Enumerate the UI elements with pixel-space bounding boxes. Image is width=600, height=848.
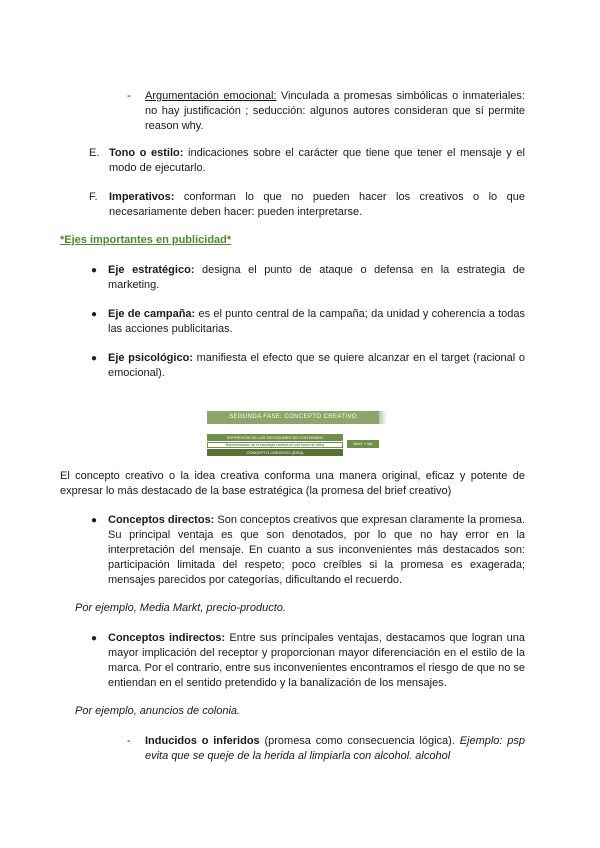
list-item-imperativos <box>89 190 525 220</box>
bullet-marker: ● <box>91 515 98 526</box>
diagram-phase-title: SEGUNDA FASE: CONCEPTO CREATIVO <box>207 411 379 424</box>
example-media-markt: Por ejemplo, Media Markt, precio-producto. <box>75 602 286 614</box>
list-letter-e: E. <box>89 147 100 159</box>
bullet-marker: ● <box>91 265 98 276</box>
conceptos-directos-text: Son conceptos creativos que expresan claramente la promesa. Su principal ventaja es que son denotados, por lo que no hay error en la interpretación del mensaje. En cuanto a sus inconvenientes más destacados son: participación limitada del respeto; poco creíbles si la promesa es exagerada; mensajes parecidos por categorías, dificultando el recuerdo. <box>108 514 525 586</box>
conceptos-indirectos-text: Entre sus principales ventajas, destacamos que logran una mayor implicación del receptor y proporcionan mayor diferenciación en el estilo de la marca. Por el contrario, entre sus inconvenientes encontramos el riesgo de que no se entiendan en el sentido pretendido y la banalización de los mensajes. <box>108 632 526 689</box>
conceptos-indirectos-term: Conceptos indirectos: <box>108 632 226 644</box>
dash-marker: - <box>127 90 131 102</box>
imperativos-text: conforman lo que no pueden hacer los creativos o lo que necesariamente deben hacer: pueden interpretarse. <box>109 191 525 218</box>
inducidos-example: Ejemplo: psp evita que se queje de la herida al limpiarla con alcohol. alcohol <box>145 735 526 762</box>
list-item-eje-campana <box>91 307 525 337</box>
eje-campana-text: es el punto central de la campaña; da unidad y coherencia a todas las acciones publicitarias. <box>108 308 525 335</box>
argumentacion-term: Argumentación emocional: <box>145 90 277 102</box>
tono-term: Tono o estilo: <box>109 147 184 159</box>
concepto-creativo-diagram <box>207 411 379 461</box>
bullet-marker: ● <box>91 353 98 364</box>
diagram-row-concepto: CONCEPTO CREATIVO (IDEA) <box>207 449 343 456</box>
diagram-row-expresion: EXPRESIÓN DE LAS DECISIONES DE CONTENIDO <box>207 434 343 441</box>
eje-estrategico-text: designa el punto de ataque o defensa en la estrategia de marketing. <box>108 264 525 291</box>
inducidos-text: (promesa como consecuencia lógica). <box>259 735 460 747</box>
inducidos-term: Inducidos o inferidos <box>145 735 260 747</box>
bullet-marker: ● <box>91 309 98 320</box>
diagram-side-label: Brief. + eje <box>347 440 379 448</box>
list-item-tono <box>89 146 525 176</box>
argumentacion-text: Vinculada a promesas simbólicas o inmateriales: no hay justificación ; seducción: algunos autores consideran que sí permite reason why. <box>145 90 525 132</box>
list-item-conceptos-directos <box>91 513 525 588</box>
imperativos-term: Imperativos: <box>109 191 175 203</box>
list-item-eje-estrategico <box>91 263 525 293</box>
bullet-marker: ● <box>91 633 98 644</box>
list-item-eje-psicologico <box>91 351 525 381</box>
example-colonia: Por ejemplo, anuncios de colonia. <box>75 705 241 717</box>
dash-marker: - <box>127 735 131 747</box>
section-heading: *Ejes importantes en publicidad* <box>60 234 232 246</box>
eje-campana-term: Eje de campaña: <box>108 308 196 320</box>
list-item-inducidos <box>127 734 526 764</box>
list-item-conceptos-indirectos <box>91 631 526 691</box>
paragraph-concepto: El concepto creativo o la idea creativa conforma una manera original, eficaz y potente de expresar lo más destacado de la base estratégica (la promesa del brief creativo) <box>60 470 525 497</box>
list-letter-f: F. <box>89 191 98 203</box>
list-item-argumentacion <box>127 89 525 134</box>
eje-estrategico-term: Eje estratégico: <box>108 264 195 276</box>
eje-psicologico-term: Eje psicológico: <box>108 352 193 364</box>
eje-psicologico-text: manifiesta el efecto que se quiere alcanzar en el target (racional o emocional). <box>108 352 525 379</box>
tono-text: indicaciones sobre el carácter que tiene que tener el mensaje y el modo de ejecutarlo. <box>109 147 525 174</box>
conceptos-directos-term: Conceptos directos: <box>108 514 215 526</box>
diagram-row-representacion: Representación de la estrategia creativa en una forma de dicha <box>207 442 343 448</box>
